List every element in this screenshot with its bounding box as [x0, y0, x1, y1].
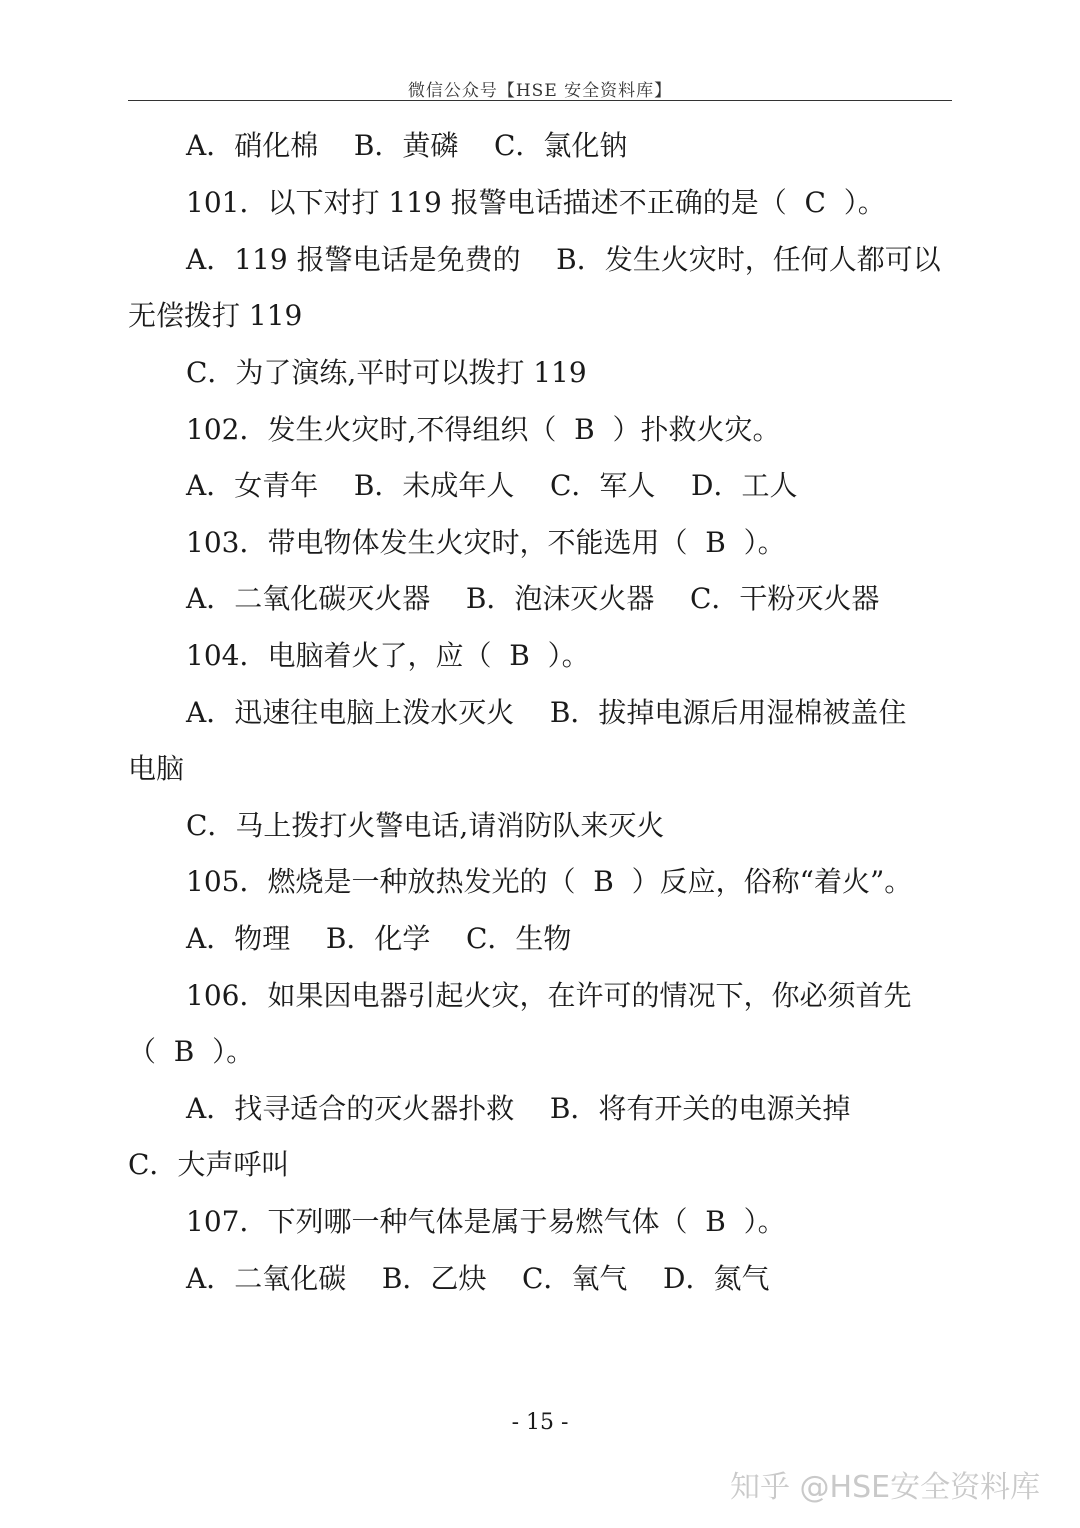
header-rule: [128, 100, 952, 101]
text-line-question: 103．带电物体发生火灾时，不能选用（ B ）。: [186, 526, 786, 559]
text-line-continuation: （ B ）。: [128, 1035, 255, 1068]
text-line-continuation: 电脑: [128, 752, 185, 785]
text-line-option: A．二氧化碳灭火器 B．泡沫灭火器 C．干粉灭火器: [186, 582, 880, 615]
text-line-question: 101．以下对打 119 报警电话描述不正确的是（ C ）。: [186, 186, 886, 219]
page-number: - 15 -: [511, 1410, 569, 1435]
text-line-option: A．找寻适合的灭火器扑救 B．将有开关的电源关掉: [186, 1092, 851, 1125]
text-line-continuation: C．大声呼叫: [128, 1148, 290, 1181]
text-line-option: A．二氧化碳 B．乙炔 C．氧气 D．氮气: [186, 1262, 770, 1295]
text-line-option: A．女青年 B．未成年人 C．军人 D．工人: [186, 469, 798, 502]
text-line-question: 105．燃烧是一种放热发光的（ B ）反应，俗称“着火”。: [186, 865, 913, 898]
text-line-option: A．硝化棉 B．黄磷 C．氯化钠: [186, 129, 628, 162]
text-line-question: 106．如果因电器引起火灾，在许可的情况下，你必须首先: [186, 979, 912, 1012]
text-line-option: C．为了演练,平时可以拨打 119: [186, 356, 587, 389]
text-line-question: 104．电脑着火了，应（ B ）。: [186, 639, 590, 672]
text-line-question: 107．下列哪一种气体是属于易燃气体（ B ）。: [186, 1205, 786, 1238]
text-line-option: C．马上拨打火警电话,请消防队来灭火: [186, 809, 665, 842]
text-line-question: 102．发生火灾时,不得组织（ B ）扑救火灾。: [186, 413, 781, 446]
text-line-continuation: 无偿拨打 119: [128, 299, 303, 332]
text-line-option: A．物理 B．化学 C．生物: [186, 922, 572, 955]
text-line-option: A．迅速往电脑上泼水灭火 B．拔掉电源后用湿棉被盖住: [186, 696, 907, 729]
watermark: 知乎 @HSE安全资料库: [730, 1470, 1041, 1505]
text-line-option: A．119 报警电话是免费的 B．发生火灾时，任何人都可以: [186, 243, 941, 276]
page-header: 微信公众号【HSE 安全资料库】: [407, 81, 673, 101]
